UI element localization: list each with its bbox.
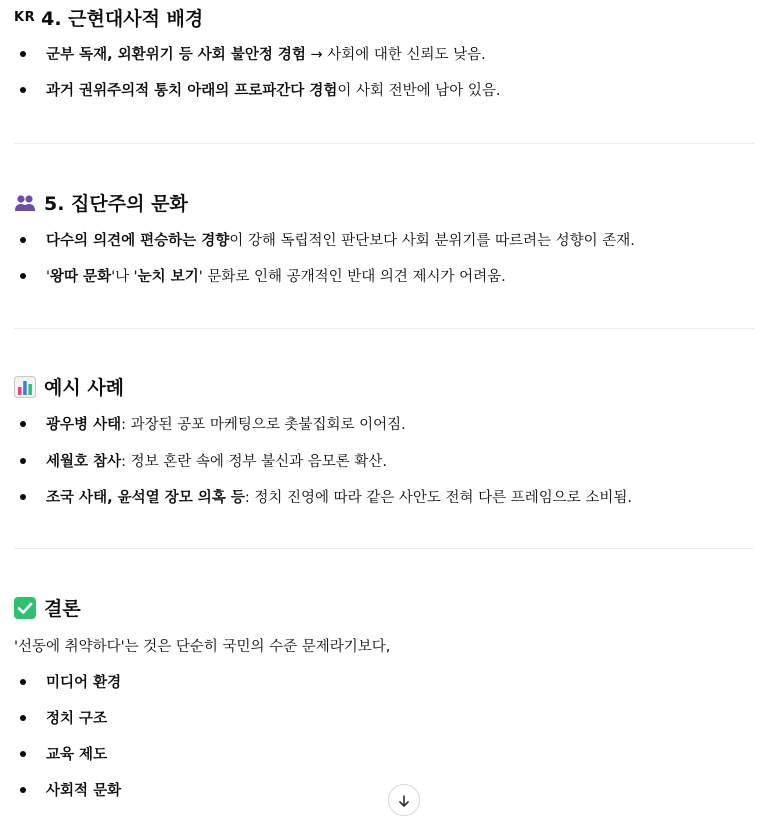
list-item bbox=[20, 743, 107, 764]
bar-chart-icon bbox=[14, 376, 36, 398]
kr-flag-icon: KR bbox=[14, 10, 36, 25]
section-heading-collectivism bbox=[14, 189, 188, 216]
bold-text: 정치 구조 bbox=[46, 711, 108, 727]
bold-text: 사회적 문화 bbox=[46, 783, 122, 799]
list-item bbox=[20, 671, 121, 692]
item-text: : 과장된 공포 마케팅으로 촛불집회로 이어짐. bbox=[121, 417, 406, 433]
item-text: : 정치 진영에 따라 같은 사안도 전혀 다른 프레임으로 소비됨. bbox=[244, 490, 632, 506]
bold-text: 교육 제도 bbox=[46, 747, 108, 763]
section-title: 예시 사례 bbox=[44, 377, 125, 399]
bold-text: 세월호 참사 bbox=[46, 454, 122, 470]
divider bbox=[14, 548, 754, 549]
bold-text: 조국 사태, 윤석열 장모 의혹 등 bbox=[46, 490, 245, 506]
conclusion-intro: '선동에 취약하다'는 것은 단순히 국민의 수준 문제라기보다, bbox=[14, 639, 391, 655]
bold-text: 왕따 문화 bbox=[50, 269, 112, 285]
bold-text: 광우병 사태 bbox=[46, 417, 122, 433]
bullet-dot bbox=[20, 421, 26, 427]
divider bbox=[14, 328, 754, 329]
bold-text: 과거 권위주의적 통치 아래의 프로파간다 경험 bbox=[46, 83, 338, 99]
bold-text: 미디어 환경 bbox=[46, 675, 122, 691]
item-text: → 사회에 대한 신뢰도 낮음. bbox=[305, 47, 486, 63]
item-text: ' 문화로 인해 공개적인 반대 의견 제시가 어려움. bbox=[198, 269, 506, 285]
item-text: 이 강해 독립적인 판단보다 사회 분위기를 따르려는 성향이 존재. bbox=[229, 233, 635, 249]
section-heading-history bbox=[14, 4, 203, 31]
bullet-dot bbox=[20, 237, 26, 243]
bold-text: 다수의 의견에 편승하는 경향 bbox=[46, 233, 230, 249]
item-text: 이 사회 전반에 남아 있음. bbox=[337, 83, 501, 99]
check-icon bbox=[14, 597, 36, 619]
section-heading-examples bbox=[14, 373, 124, 400]
divider bbox=[14, 143, 754, 144]
bullet-dot bbox=[20, 87, 26, 93]
item-text: : 정보 혼란 속에 정부 불신과 음모론 확산. bbox=[121, 454, 387, 470]
section-title: 결론 bbox=[44, 598, 81, 620]
scroll-down-button[interactable] bbox=[388, 784, 420, 816]
list-item bbox=[20, 413, 406, 434]
people-icon bbox=[14, 194, 36, 212]
bullet-dot bbox=[20, 679, 26, 685]
bullet-dot bbox=[20, 51, 26, 57]
list-item bbox=[20, 779, 121, 800]
section-title: 5. 집단주의 문화 bbox=[44, 193, 188, 215]
bullet-dot bbox=[20, 751, 26, 757]
list-item bbox=[20, 486, 632, 507]
list-item bbox=[20, 43, 486, 64]
item-text: '나 ' bbox=[111, 269, 138, 285]
bold-text: 눈치 보기 bbox=[137, 269, 199, 285]
quote-mark: ' bbox=[46, 269, 50, 285]
bullet-dot bbox=[20, 273, 26, 279]
list-item bbox=[20, 265, 506, 286]
bullet-dot bbox=[20, 715, 26, 721]
bullet-dot bbox=[20, 494, 26, 500]
section-title: 4. 근현대사적 배경 bbox=[41, 8, 204, 30]
bold-text: 군부 독재, 외환위기 등 사회 불안정 경험 bbox=[46, 47, 306, 63]
list-item bbox=[20, 707, 107, 728]
list-item bbox=[20, 79, 501, 100]
list-item bbox=[20, 450, 387, 471]
bullet-dot bbox=[20, 458, 26, 464]
bullet-dot bbox=[20, 787, 26, 793]
list-item bbox=[20, 229, 635, 250]
section-heading-conclusion bbox=[14, 594, 81, 621]
